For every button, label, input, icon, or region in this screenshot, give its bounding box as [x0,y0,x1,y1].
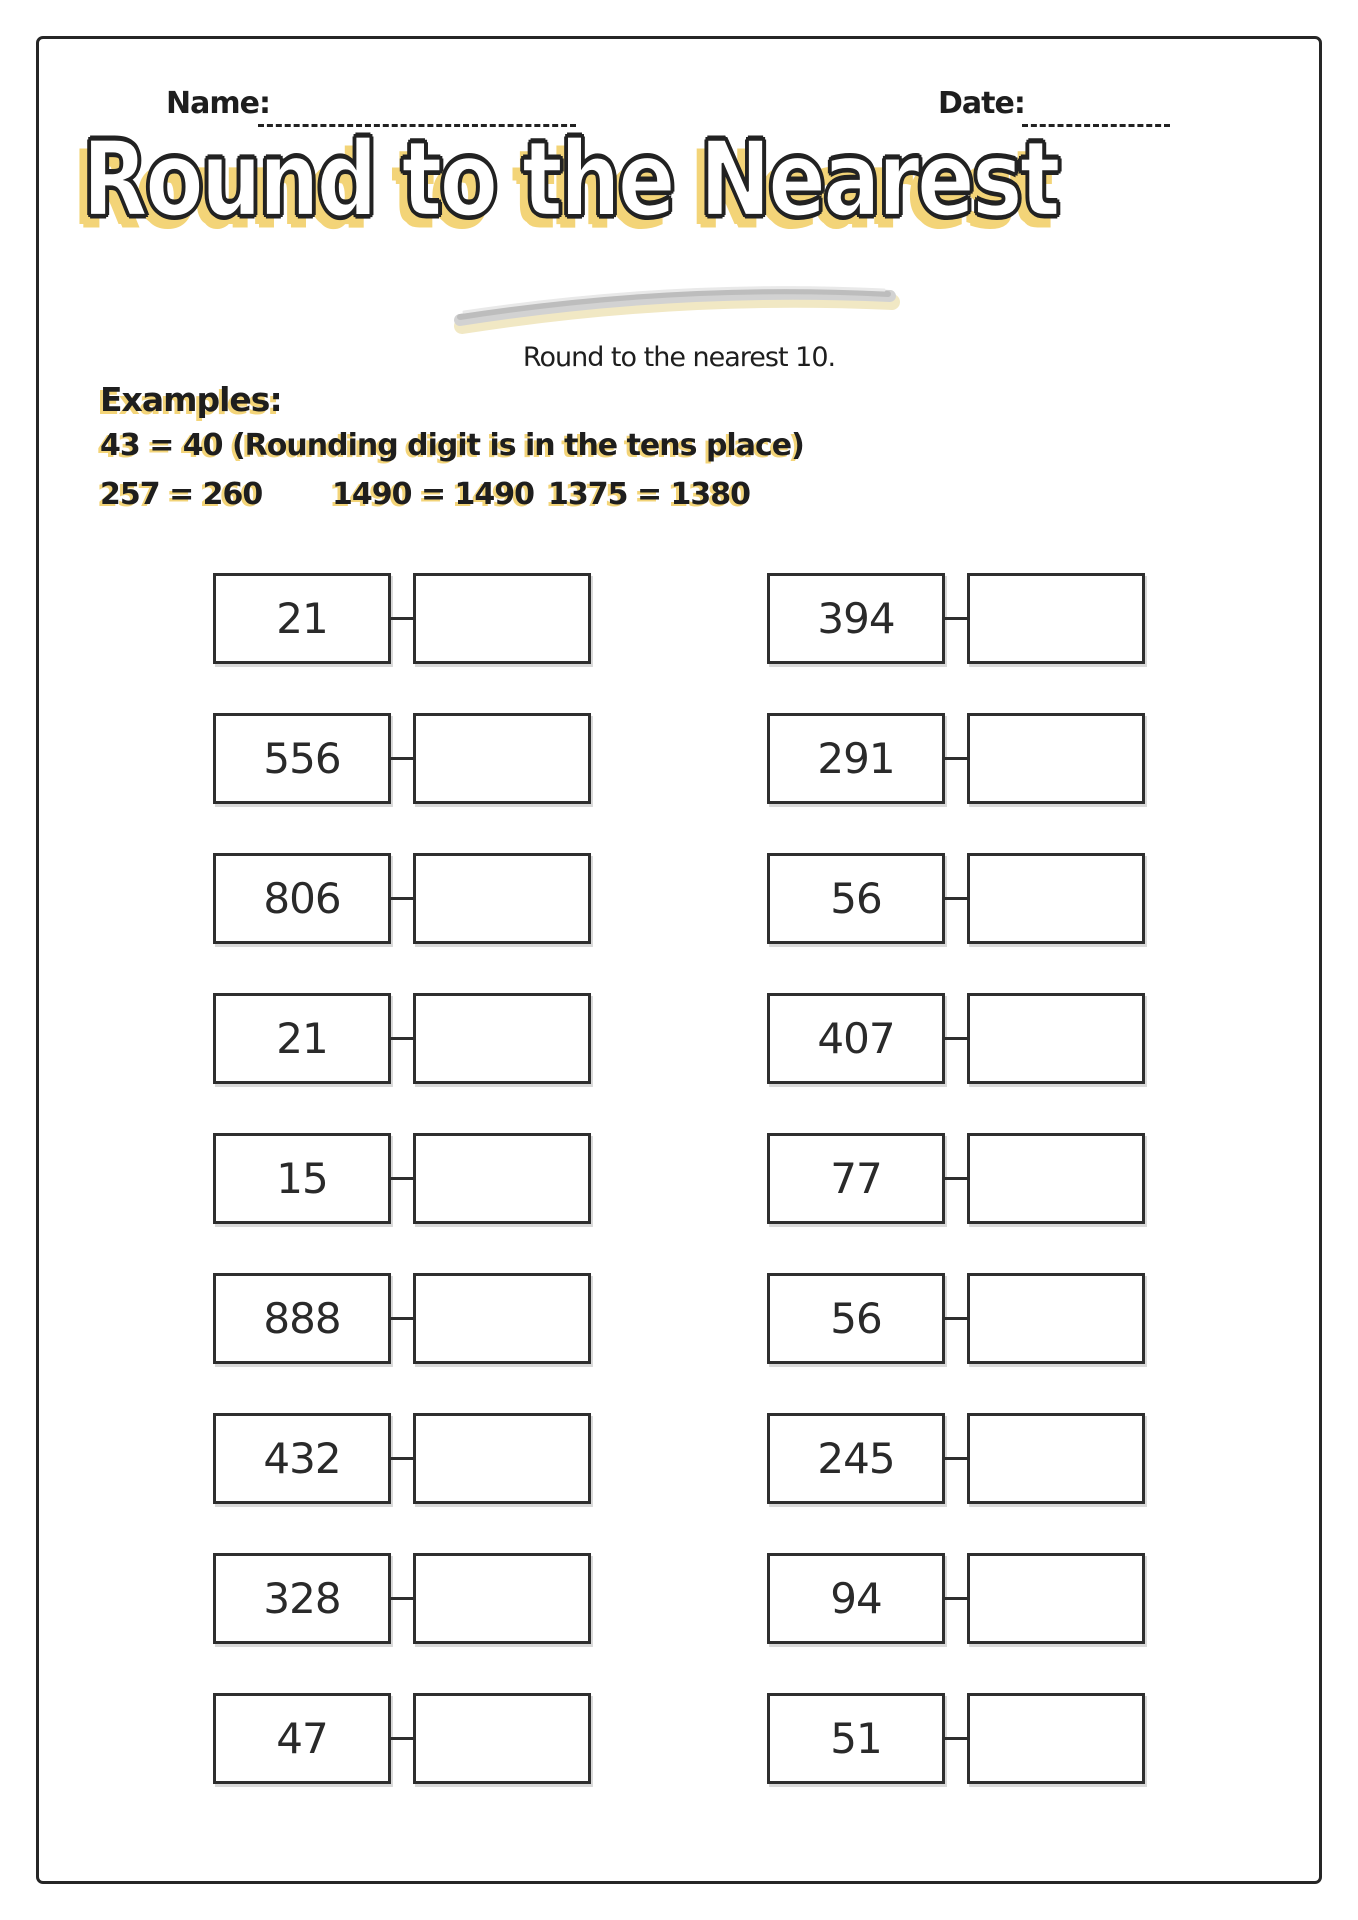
question-box [213,713,391,804]
answer-box[interactable] [967,1273,1145,1364]
connector-line [391,757,413,760]
problem-pair [767,1693,1145,1784]
answer-box[interactable] [413,1133,591,1224]
question-box [767,853,945,944]
answer-box[interactable] [967,993,1145,1084]
question-number: 21 [276,594,328,643]
answer-box[interactable] [413,1273,591,1364]
connector-line [945,757,967,760]
connector-line [945,1457,967,1460]
question-number: 806 [263,874,341,923]
question-box [213,993,391,1084]
question-box [767,1693,945,1784]
problem-pair [213,1413,591,1504]
connector-line [391,1317,413,1320]
problem-pair [213,853,591,944]
example-item: 257 = 260 [100,477,263,512]
answer-box[interactable] [967,1133,1145,1224]
question-number: 94 [830,1574,882,1623]
connector-line [391,897,413,900]
problem-pair [213,573,591,664]
question-box [767,1553,945,1644]
question-number: 407 [817,1014,895,1063]
connector-line [945,1597,967,1600]
question-number: 56 [830,1294,882,1343]
example-line-main: 43 = 40 (Rounding digit is in the tens place) [100,428,804,463]
date-label: Date: [938,86,1025,121]
problem-pair [213,1133,591,1224]
problem-pair [767,1133,1145,1224]
question-number: 888 [263,1294,341,1343]
question-box [213,1693,391,1784]
answer-box[interactable] [413,853,591,944]
question-number: 245 [817,1434,895,1483]
instruction-text: Round to the nearest 10. [522,342,836,373]
problem-pair [767,1273,1145,1364]
examples-heading: Examples: [100,380,282,419]
problem-pair [213,713,591,804]
question-number: 51 [830,1714,882,1763]
problem-pair [767,573,1145,664]
question-number: 21 [276,1014,328,1063]
answer-box[interactable] [413,1693,591,1784]
connector-line [391,617,413,620]
connector-line [945,617,967,620]
connector-line [391,1457,413,1460]
answer-box[interactable] [413,1553,591,1644]
question-number: 432 [263,1434,341,1483]
connector-line [391,1597,413,1600]
question-box [213,1273,391,1364]
question-box [213,1133,391,1224]
question-number: 291 [817,734,895,783]
question-number: 47 [276,1714,328,1763]
problem-pair [213,1553,591,1644]
question-box [767,573,945,664]
swoosh-underline-decoration [448,276,904,340]
question-number: 15 [276,1154,328,1203]
problem-pair [767,993,1145,1084]
answer-box[interactable] [413,993,591,1084]
worksheet-title: Round to the Nearest [82,118,1058,240]
connector-line [391,1177,413,1180]
answer-box[interactable] [967,1553,1145,1644]
question-number: 77 [830,1154,882,1203]
question-box [213,1413,391,1504]
question-number: 394 [817,594,895,643]
example-item: 1375 = 1380 [548,477,751,512]
answer-box[interactable] [413,573,591,664]
problem-pair [213,993,591,1084]
question-number: 328 [263,1574,341,1623]
answer-box[interactable] [967,713,1145,804]
answer-box[interactable] [413,1413,591,1504]
question-number: 56 [830,874,882,923]
connector-line [945,897,967,900]
connector-line [391,1037,413,1040]
answer-box[interactable] [967,1693,1145,1784]
question-box [767,993,945,1084]
question-number: 556 [263,734,341,783]
problem-pair [767,1413,1145,1504]
example-item: 1490 = 1490 [332,477,535,512]
connector-line [391,1737,413,1740]
problem-pair [767,713,1145,804]
connector-line [945,1037,967,1040]
connector-line [945,1177,967,1180]
problem-pair [213,1273,591,1364]
question-box [213,573,391,664]
name-label: Name: [166,86,270,121]
problem-pair [767,853,1145,944]
connector-line [945,1737,967,1740]
answer-box[interactable] [967,573,1145,664]
answer-box[interactable] [967,1413,1145,1504]
answer-box[interactable] [967,853,1145,944]
problem-pair [767,1553,1145,1644]
question-box [213,853,391,944]
answer-box[interactable] [413,713,591,804]
question-box [767,1413,945,1504]
connector-line [945,1317,967,1320]
question-box [767,1133,945,1224]
problem-pair [213,1693,591,1784]
question-box [213,1553,391,1644]
question-box [767,713,945,804]
question-box [767,1273,945,1364]
